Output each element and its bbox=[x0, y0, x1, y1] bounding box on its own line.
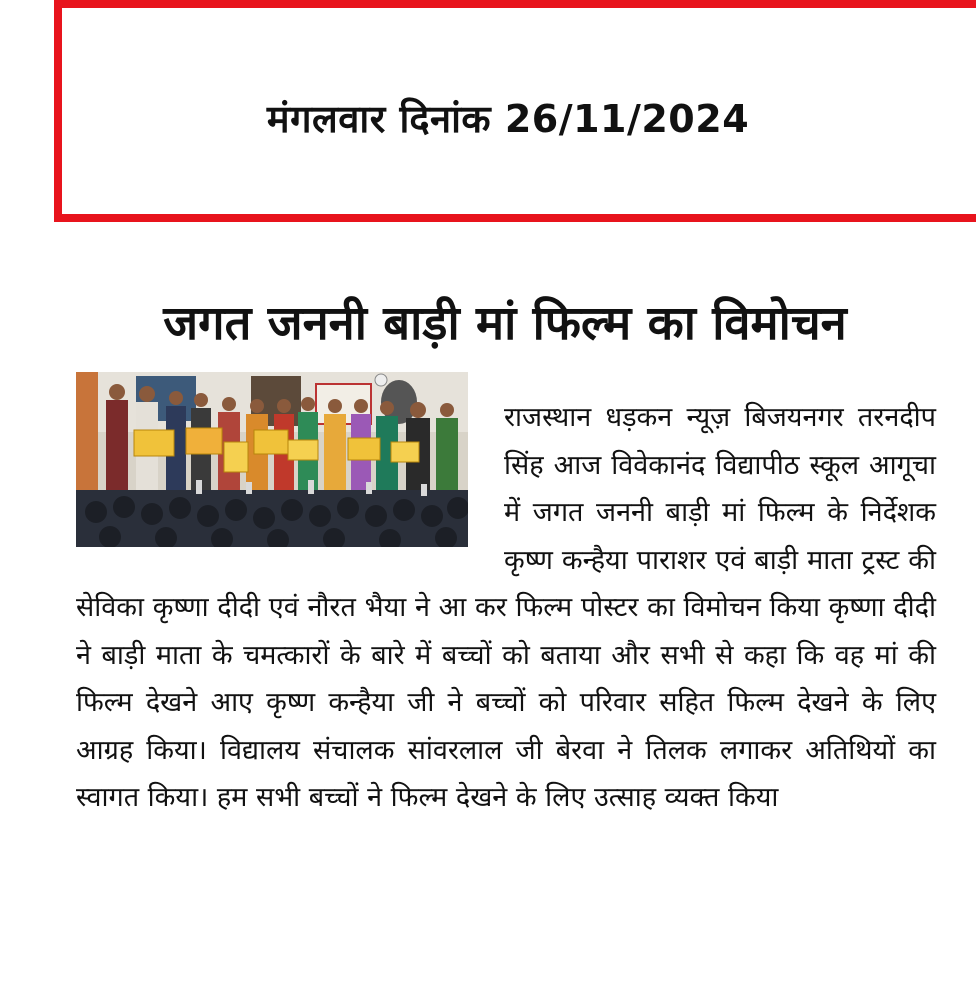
article-body-container bbox=[76, 394, 936, 822]
photo-wrap-spacer bbox=[76, 394, 504, 580]
article-headline: जगत जननी बाड़ी मां फिल्म का विमोचन bbox=[163, 296, 847, 351]
article-body: राजस्थान धड़कन न्यूज़ बिजयनगर तरनदीप सिंह आज विवेकानंद विद्यापीठ स्कूल आगूचा में जगत जननी बाड़ी मां फिल्म के निर्देशक कृष्ण कन्हैया पाराशर एवं बाड़ी माता ट्रस्ट की सेविका कृष्णा दीदी एवं नौरत भैया ने आ कर फिल्म पोस्टर का विमोचन किया कृष्णा दीदी ने बाड़ी माता के चमत्कारों के बारे में बच्चों को बताया और सभी से कहा कि वह मां की फिल्म देखने आए कृष्ण कन्हैया जी ने बच्चों को परिवार सहित फिल्म देखने के लिए आग्रह किया। विद्यालय संचालक सांवरलाल जी बेरवा ने तिलक लगाकर अतिथियों का स्वागत किया। हम सभी बच्चों ने फिल्म देखने के लिए उत्साह व्यक्त किया bbox=[76, 402, 936, 813]
date-line: मंगलवार दिनांक 26/11/2024 bbox=[266, 97, 750, 141]
